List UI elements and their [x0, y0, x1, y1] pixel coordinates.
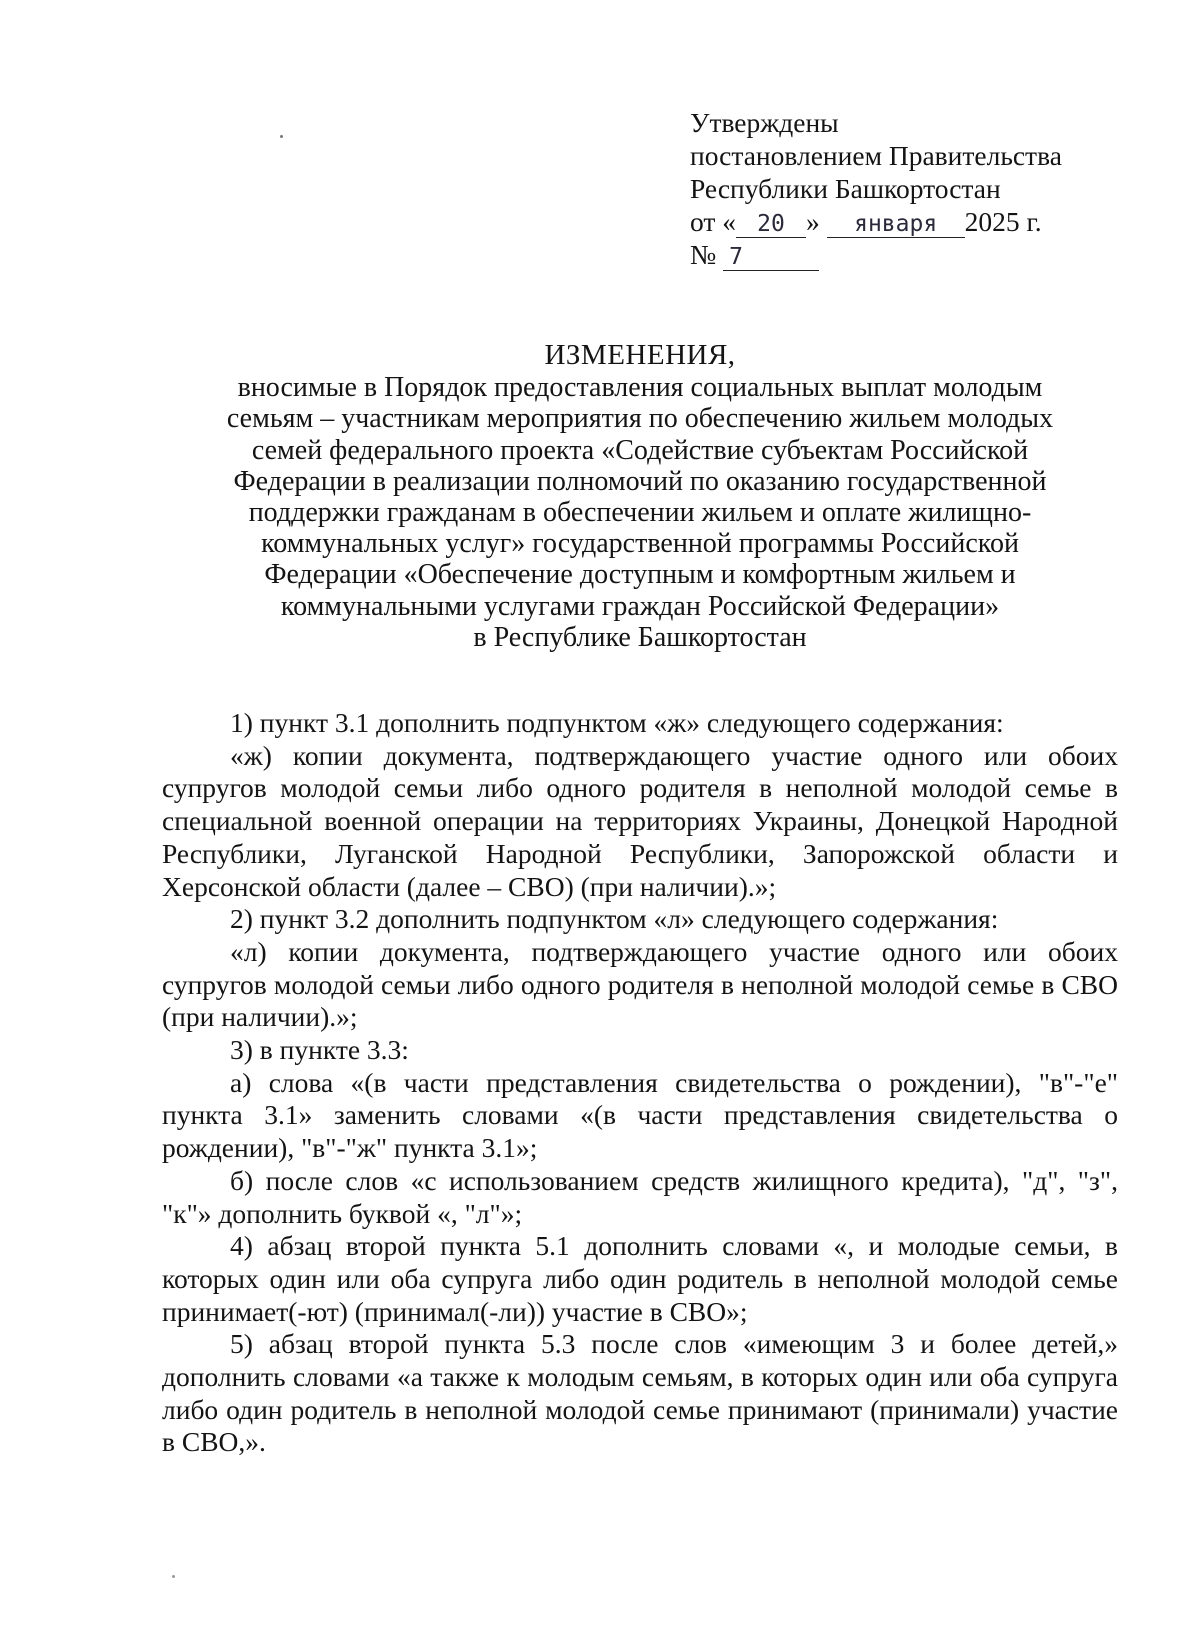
date-month-field: января [827, 211, 965, 238]
paragraph: 2) пункт 3.2 дополнить подпунктом «л» следующего содержания: [230, 903, 999, 935]
date-year: 2025 г. [964, 206, 1042, 237]
date-day-field: 20 [736, 211, 806, 238]
approval-line: Республики Башкортостан [690, 173, 1001, 204]
paragraph: а) слова «(в части представления свидетельства о рождении), "в"-"е" пункта 3.1» заменить словами «(в части представления свидетельства о рождении), "в"-"ж" пункта 3.1»; [162, 1066, 1118, 1164]
approval-line: Утверждены [690, 107, 839, 138]
paragraph: 5) абзац второй пункта 5.3 после слов «имеющим 3 и более детей,» дополнить словами «а также к молодым семьям, в которых один или оба супруга либо один родитель в неполной молодой семье принимают (принимали) участие в СВО,». [162, 1328, 1118, 1458]
title-heading: ИЗМЕНЕНИЯ, [544, 339, 736, 371]
paragraph: 3) в пункте 3.3: [230, 1034, 409, 1066]
title-subtitle: вносимые в Порядок предоставления социальных выплат молодым семьям – участникам мероприятия по обеспечению жильем молодых семей федерального проекта «Содействие субъектам Российской Федерации в реализации полномочий по оказанию государственной поддержки гражданам в обеспечении жильем и оплате жилищно- коммунальных услуг» государственной программы Российской Федерации «Обеспечение доступным и комфортным жильем и коммунальными услугами граждан Российской Федерации» в Республике Башкортостан [226, 372, 1054, 653]
approval-stamp-block [690, 106, 1160, 271]
date-mid: » [806, 206, 820, 237]
date-prefix: от « [690, 206, 737, 237]
document-body [162, 707, 1118, 1459]
approval-number [690, 238, 1160, 271]
paragraph: 4) абзац второй пункта 5.1 дополнить словами «, и молодые семьи, в которых один или оба супруга либо один родитель в неполной молодой семье принимает(-ют) (принимал(-ли)) участие в СВО»; [162, 1230, 1118, 1327]
document-title [160, 340, 1120, 653]
paragraph: б) после слов «с использованием средств жилищного кредита), "д", "з", "к"» дополнить буквой «, "л"»; [162, 1164, 1118, 1229]
paragraph: «л) копии документа, подтверждающего участие одного или обоих супругов молодой семьи либо одного родителя в неполной молодой семье в СВО (при наличии).»; [162, 935, 1118, 1033]
number-prefix: № [690, 239, 717, 270]
approval-date [690, 205, 1160, 238]
scan-speck [280, 135, 283, 138]
paragraph: 1) пункт 3.1 дополнить подпунктом «ж» следующего содержания: [230, 707, 1004, 738]
approval-line: постановлением Правительства [690, 140, 1062, 171]
scan-speck [172, 1575, 175, 1578]
number-field: 7 [723, 244, 819, 271]
paragraph: «ж) копии документа, подтверждающего участие одного или обоих супругов молодой семьи либо одного родителя в неполной молодой семье в специальной военной операции на территориях Украины, Донецкой Народной Республики, Луганской Народной Республики, Запорожской области и Херсонской области (далее – СВО) (при наличии).»; [162, 739, 1118, 902]
